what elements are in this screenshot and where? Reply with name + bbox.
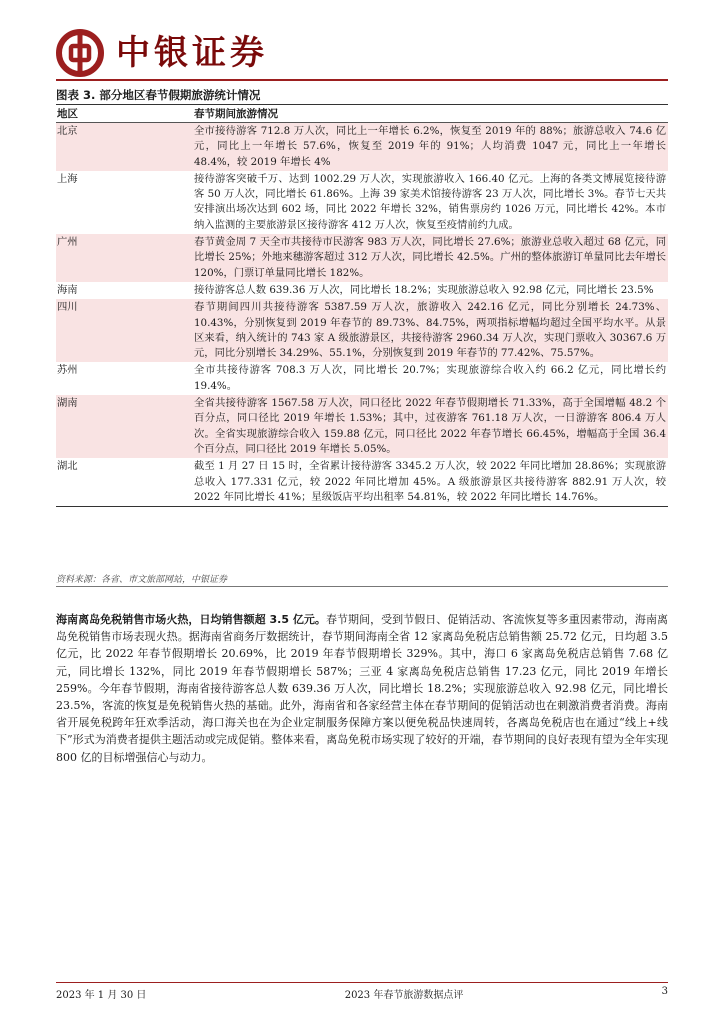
table-row bbox=[56, 299, 668, 362]
footer-divider bbox=[56, 982, 668, 983]
footer-date: 2023 年 1 月 30 日 bbox=[56, 990, 147, 1001]
bank-of-china-logo-icon bbox=[56, 29, 104, 77]
detail-cell: 接待游客总人数 639.36 万人次，同比增长 18.2%；实现旅游总收入 92.98 亿元，同比增长 23.5% bbox=[194, 283, 654, 296]
region-cell: 上海 bbox=[57, 172, 78, 185]
paragraph-text: 春节期间，受到节假日、促销活动、客流恢复等多重因素带动，海南离岛免税销售市场表现火热。据海南省商务厅数据统计，春节期间海南全省 12 家离岛免税店总销售额 25.72 亿元，日均超 3.5 亿元，比 2022 年春节假期增长 20.69%，比 2019 年春节假期增长 329%。其中，海口 6 家离岛免税店总销售 7.68 亿元，同比增长 132%，同比 2019 年春节假期增长 587%；三亚 4 家离岛免税店总销售 17.23 亿元，同比 2019 年增长 259%。今年春节假期，海南省接待游客总人数 639.36 万人次，同比增长 18.2%；实现旅游总收入 92.98 亿元，同比增长 23.5%，客流的恢复是免税销售火热的基础。此外，海南省和各家经营主体在春节期间的促销活动也在刺激消费者消费。海南省开展免税跨年狂欢季活动，海口海关也在为企业定制服务保障方案以便免税品快速周转，各离岛免税店也在通过“线上+线下”形式为消费者提供主题活动或完成促销。整体来看，离岛免税市场实现了较好的开端，春节期间的良好表现有望为全年实现 800 亿的目标增强信心与动力。 bbox=[56, 613, 668, 764]
detail-cell: 全市共接待游客 708.3 万人次，同比增长 20.7%；实现旅游综合收入约 66.2 亿元，同比增长约 19.4%。 bbox=[194, 364, 666, 392]
region-cell: 湖南 bbox=[57, 397, 78, 410]
region-cell: 海南 bbox=[57, 283, 78, 296]
region-cell: 苏州 bbox=[57, 364, 78, 377]
table-row bbox=[56, 234, 668, 282]
table-row bbox=[56, 362, 668, 395]
region-cell: 四川 bbox=[57, 301, 78, 314]
body-paragraph bbox=[56, 611, 668, 766]
page-footer bbox=[56, 986, 668, 1001]
tourism-statistics-table bbox=[56, 106, 668, 507]
paragraph-lead: 海南离岛免税销售市场火热，日均销售额超 3.5 亿元。 bbox=[56, 613, 326, 626]
figure-source-note: 资料来源：各省、市文旅部网站，中银证券 bbox=[56, 575, 228, 585]
detail-cell: 春节黄金周 7 天全市共接待市民游客 983 万人次，同比增长 27.6%；旅游业总收入超过 68 亿元，同比增长 25%；外地来穗游客超过 312 万人次，同比增长 42.5%。广州的整体旅游订单量同比去年增长 120%，门票订单量同比增长 182%。 bbox=[194, 236, 666, 279]
figure-title: 图表 3. 部分地区春节假期旅游统计情况 bbox=[56, 88, 261, 102]
table-row bbox=[56, 171, 668, 234]
table-row bbox=[56, 282, 668, 299]
detail-cell: 春节期间四川共接待游客 5387.59 万人次，旅游收入 242.16 亿元，同比分别增长 24.73%、10.43%，分别恢复到 2019 年春节的 89.73%、84.75%，两项指标增幅均超过全国平均水平。从景区来看，纳入统计的 743 家 A 级旅游景区，共接待游客 2960.34 万人次，实现门票收入 30367.6 万元，同比分别增长 34.29%、55.1%，分别恢复到 2019 年春节的 77.42%、75.57%。 bbox=[194, 301, 666, 360]
table-bottom-divider bbox=[56, 506, 668, 507]
region-cell: 北京 bbox=[57, 125, 78, 137]
page-header bbox=[56, 28, 268, 78]
brand-name: 中银证券 bbox=[116, 33, 268, 73]
detail-cell: 全市接待游客 712.8 万人次，同比上一年增长 6.2%，恢复至 2019 年的 88%；旅游总收入 74.6 亿元，同比上一年增长 57.6%，恢复至 2019 年的 91%；人均消费 1047 元，同比上一年增长 48.4%，较 2019 年增长 4% bbox=[194, 125, 666, 168]
footer-report-title: 2023 年春节旅游数据点评 bbox=[344, 990, 464, 1001]
table-row bbox=[56, 123, 668, 171]
table-header bbox=[56, 106, 668, 123]
table-row bbox=[56, 458, 668, 506]
page-number: 3 bbox=[661, 986, 668, 997]
table-row bbox=[56, 395, 668, 458]
detail-cell: 全省共接待游客 1567.58 万人次，同口径比 2022 年春节假期增长 71.33%，高于全国增幅 48.2 个百分点，同口径比 2019 年增长 1.53%；其中，过夜游客 761.18 万人次，一日游游客 806.4 万人次。全省实现旅游综合收入 159.88 亿元，同口径比 2022 年春节增长 66.45%，增幅高于全国 36.4 个百分点，同口径比 2019 年增长 5.05%。 bbox=[194, 397, 666, 455]
column-header-detail: 春节期间旅游情况 bbox=[194, 108, 278, 120]
region-cell: 湖北 bbox=[57, 460, 78, 473]
detail-cell: 接待游客突破千万、达到 1002.29 万人次，实现旅游收入 166.40 亿元。上海的各类文博展览接待游客 50 万人次，同比增长 61.86%。上海 39 家美术馆接待游客 23 万人次，同比增长 3%。春节七天共安排演出场次达到 602 场，同比 2022 年增长 32%，销售票房约 1026 万元，同比增长 42%。本市纳入监测的主要旅游景区接待游客 412 万人次，恢复至疫情前约九成。 bbox=[194, 172, 666, 231]
source-divider bbox=[56, 586, 668, 587]
header-divider bbox=[56, 79, 668, 81]
figure-title-divider bbox=[56, 104, 668, 105]
detail-cell: 截至 1 月 27 日 15 时，全省累计接待游客 3345.2 万人次，较 2022 年同比增加 28.86%；实现旅游总收入 177.331 亿元，较 2022 年同比增加 45%。A 级旅游景区共接待游客 882.91 万人次，较 2022 年同比增长 41%；星级饭店平均出租率 54.81%，较 2022 年同比增长 14.76%。 bbox=[194, 460, 666, 503]
region-cell: 广州 bbox=[57, 236, 78, 249]
column-header-region: 地区 bbox=[57, 108, 78, 120]
